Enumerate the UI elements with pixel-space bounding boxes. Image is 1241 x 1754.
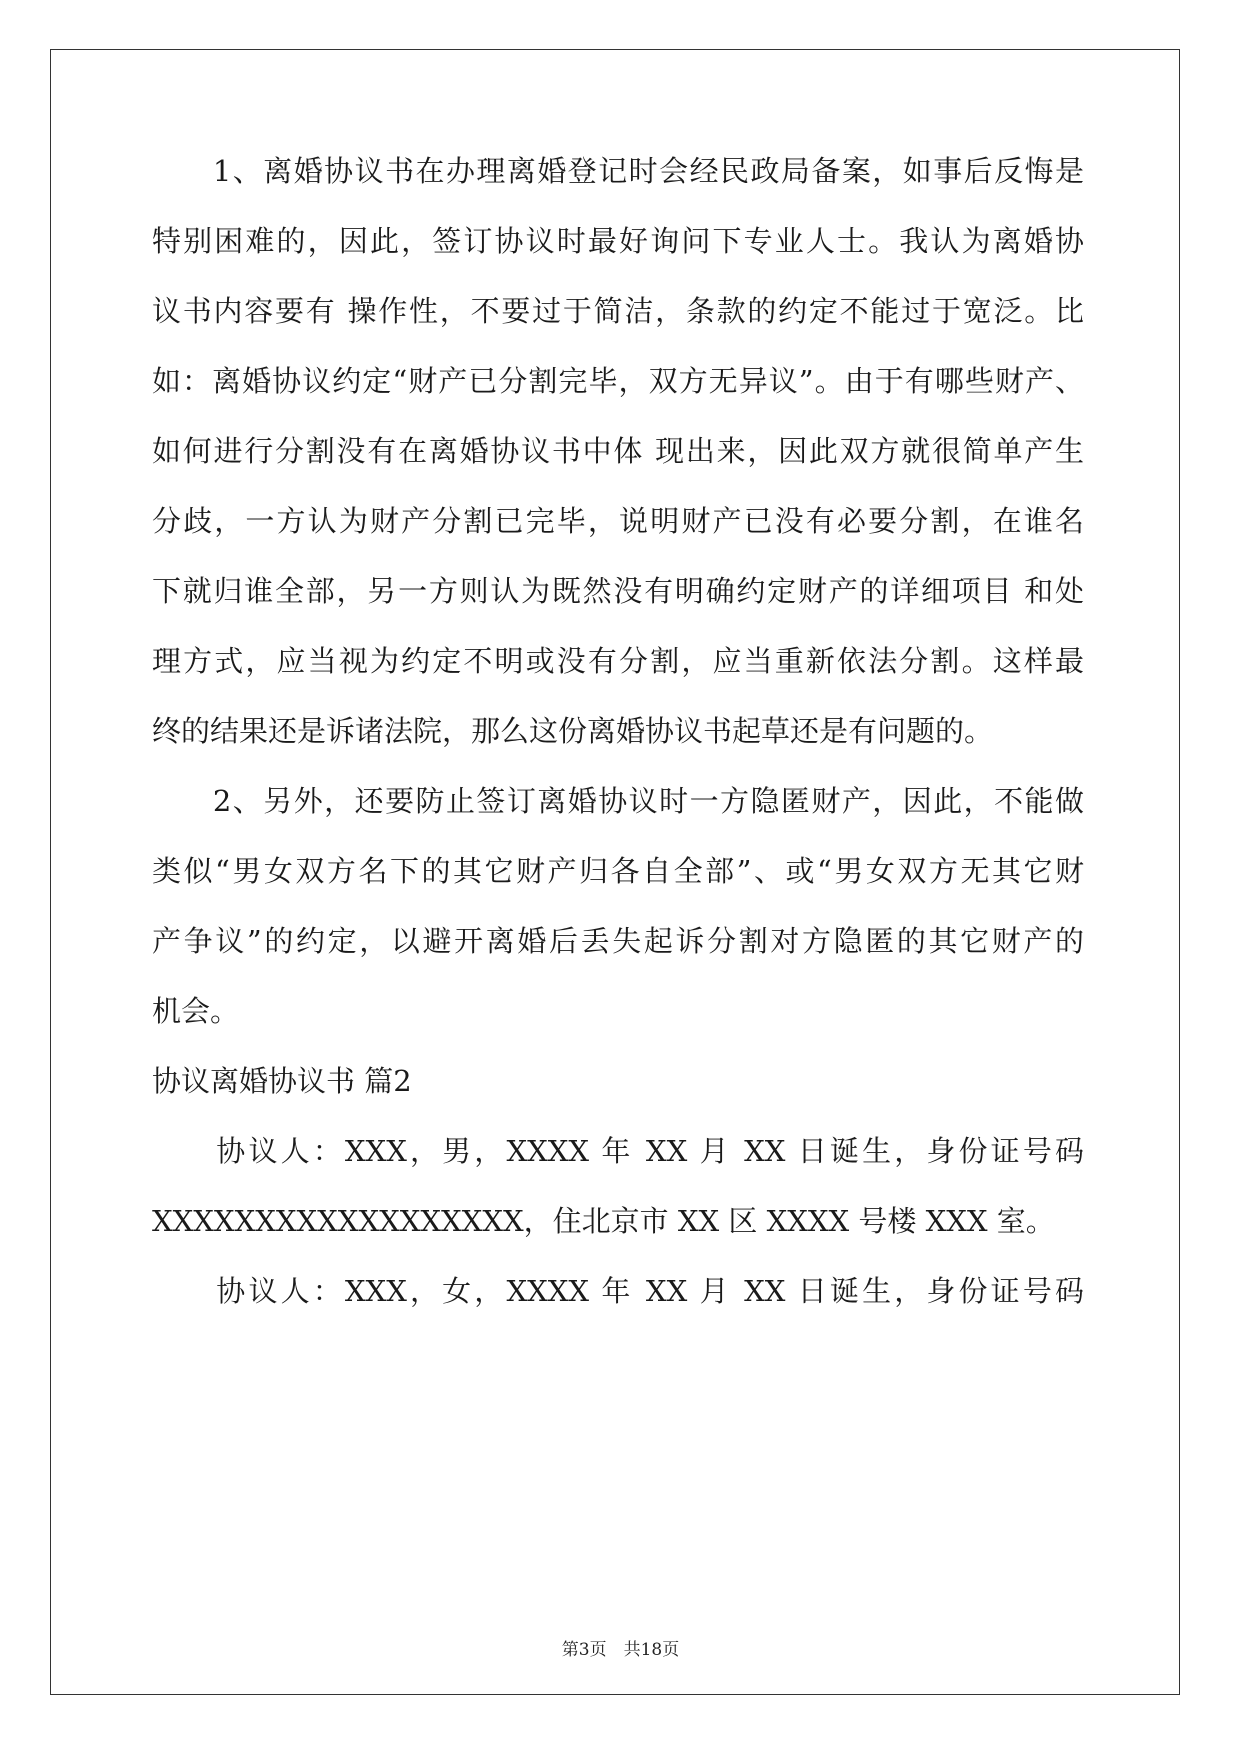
paragraph-1-line-3: 议书内容要有 操作性，不要过于简洁，条款的约定不能过于宽泛。比 bbox=[152, 294, 1084, 328]
party-2-line-1: 协议人：XXX，女，XXXX 年 XX 月 XX 日诞生，身份证号码 bbox=[152, 1274, 1084, 1308]
party-1-line-1: 协议人：XXX，男，XXXX 年 XX 月 XX 日诞生，身份证号码 bbox=[152, 1134, 1084, 1168]
paragraph-2-line-1: 2、另外，还要防止签订离婚协议时一方隐匿财产，因此，不能做 bbox=[152, 784, 1084, 818]
party-1-line-2: XXXXXXXXXXXXXXXXXX，住北京市 XX 区 XXXX 号楼 XXX 室。 bbox=[152, 1204, 1055, 1238]
paragraph-2-line-2: 类似“男女双方名下的其它财产归各自全部”、或“男女双方无其它财 bbox=[152, 854, 1084, 888]
paragraph-1-line-7: 下就归谁全部，另一方则认为既然没有明确约定财产的详细项目 和处 bbox=[152, 574, 1084, 608]
section-heading: 协议离婚协议书 篇2 bbox=[152, 1064, 412, 1098]
paragraph-1-line-5: 如何进行分割没有在离婚协议书中体 现出来，因此双方就很简单产生 bbox=[152, 434, 1084, 468]
paragraph-2-line-4: 机会。 bbox=[152, 994, 240, 1028]
paragraph-1-line-9: 终的结果还是诉诸法院，那么这份离婚协议书起草还是有问题的。 bbox=[152, 714, 994, 748]
paragraph-1-line-1: 1、离婚协议书在办理离婚登记时会经民政局备案，如事后反悔是 bbox=[152, 154, 1084, 188]
paragraph-1-line-6: 分歧，一方认为财产分割已完毕，说明财产已没有必要分割，在谁名 bbox=[152, 504, 1084, 538]
paragraph-1-line-4: 如：离婚协议约定“财产已分割完毕，双方无异议”。由于有哪些财产、 bbox=[152, 364, 1084, 398]
page-number: 第3页 共18页 bbox=[561, 1640, 680, 1660]
paragraph-1-line-2: 特别困难的，因此，签订协议时最好询问下专业人士。我认为离婚协 bbox=[152, 224, 1084, 258]
page-footer bbox=[0, 1638, 1241, 1662]
paragraph-1-line-8: 理方式，应当视为约定不明或没有分割，应当重新依法分割。这样最 bbox=[152, 644, 1084, 678]
paragraph-2-line-3: 产争议”的约定，以避开离婚后丢失起诉分割对方隐匿的其它财产的 bbox=[152, 924, 1084, 958]
